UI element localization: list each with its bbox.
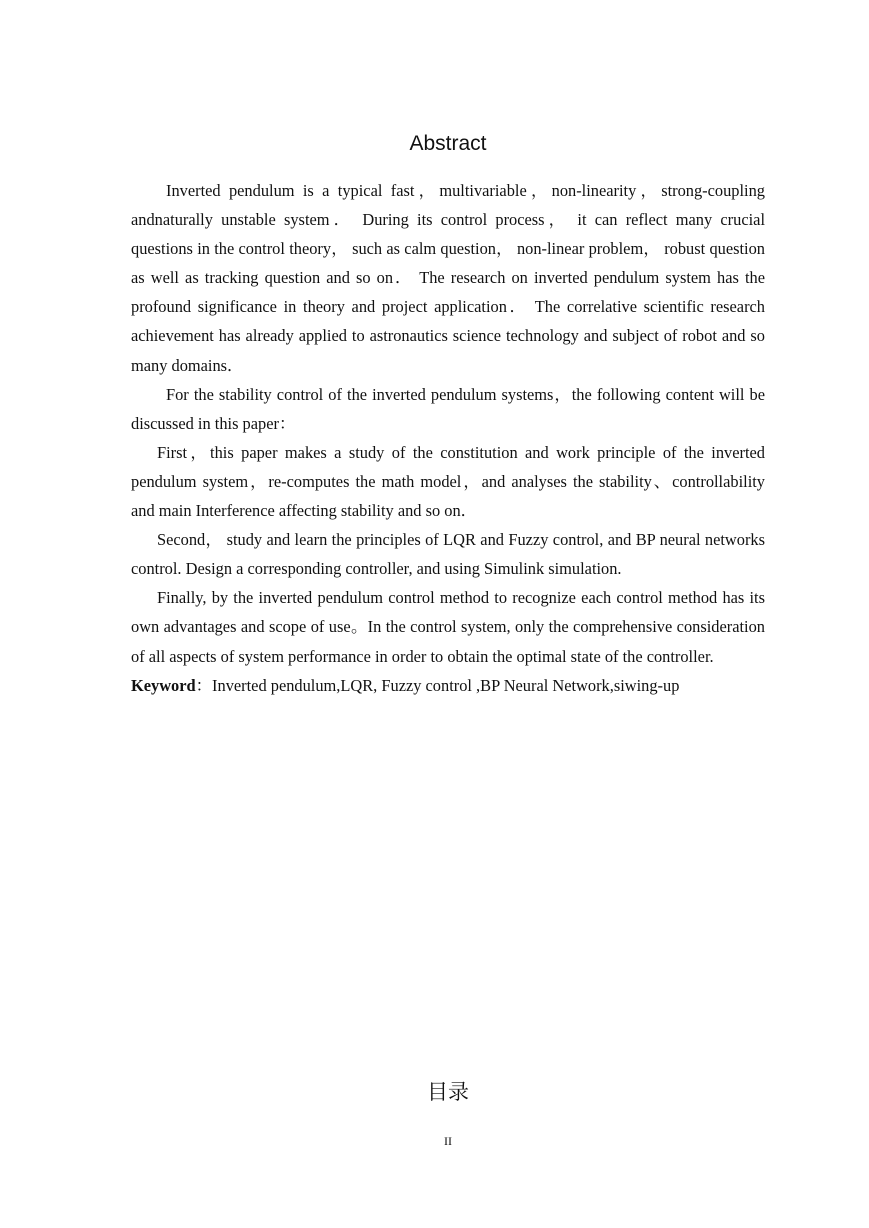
abstract-paragraph-2: For the stability control of the inverted pendulum systems，the following content will be discussed in this paper： bbox=[131, 384, 765, 433]
keywords-line bbox=[131, 671, 765, 700]
abstract-paragraph-5: Finally, by the inverted pendulum control method to recognize each control method has its own advantages and scope of use。In the control system, only the comprehensive consideration of all aspects of system performance in order to obtain the optimal state of the controller. bbox=[131, 588, 765, 666]
abstract-body bbox=[131, 176, 765, 700]
keywords-list: Inverted pendulum,LQR, Fuzzy control ,BP Neural Network,siwing-up bbox=[212, 675, 680, 695]
abstract-paragraph-4: Second， study and learn the principles of LQR and Fuzzy control, and BP neural networks control. Design a corresponding controller, and using Simulink simulation. bbox=[131, 530, 765, 579]
keywords-separator: ： bbox=[195, 675, 213, 695]
abstract-paragraph-1: Inverted pendulum is a typical fast，multivariable，non-linearity，strong-coupling andnaturally unstable system． During its control process， it can reflect many crucial questions in the control theory， such as calm question， non-linear problem， robust question as well as tracking question and so on． The research on inverted pendulum system has the profound significance in theory and project application． The correlative scientific research achievement has already applied to astronautics science technology and subject of robot and so many domains． bbox=[131, 181, 765, 375]
toc-title: 目录 bbox=[427, 1080, 469, 1104]
abstract-paragraph-3: First，this paper makes a study of the constitution and work principle of the inverted pendulum system，re-computes the math model，and analyses the stability、controllability and main Interference affecting stability and so on． bbox=[131, 442, 765, 521]
abstract-title: Abstract bbox=[409, 132, 487, 155]
page-number: II bbox=[444, 1134, 452, 1148]
keywords-label: Keyword bbox=[131, 675, 196, 695]
